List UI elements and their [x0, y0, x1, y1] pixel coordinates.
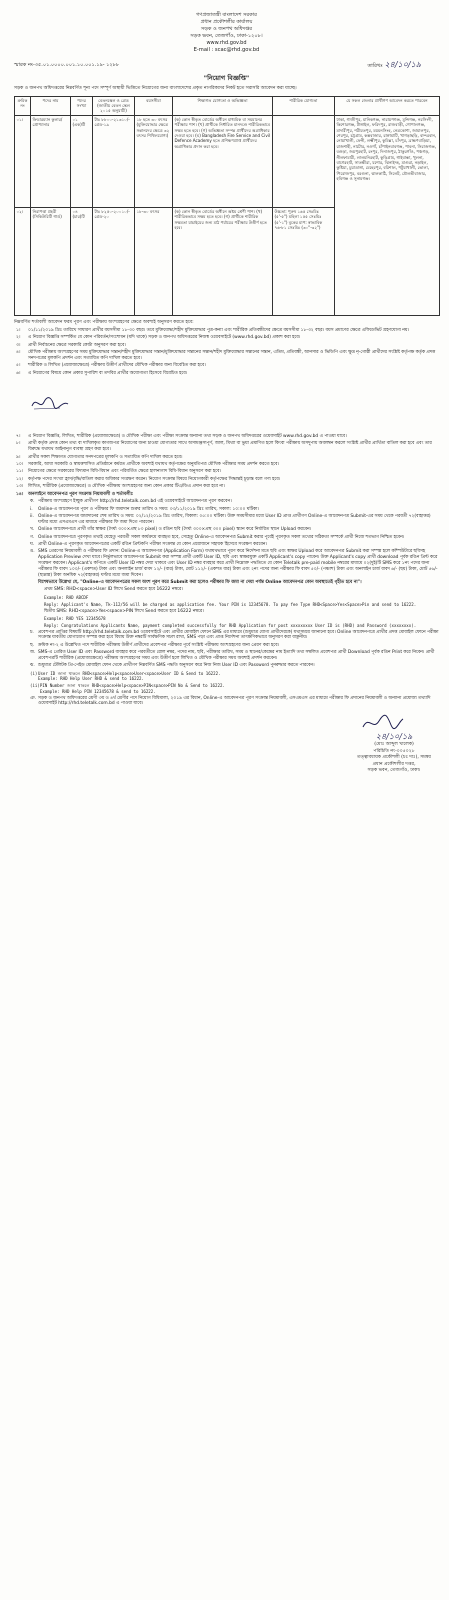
rule-number: ঝ.	[30, 663, 35, 669]
cell-post: ফিডারম্যান কুলার/প্রোপ্যানার	[31, 115, 71, 207]
condition-text: প্রার্থীর সকল শিক্ষাগত যোগ্যতার সনদপত্রের মূলকপি ও সত্যায়িত কপি দাখিল করতে হবে।	[28, 454, 183, 460]
rule-text: ক্রমিক নং-২ এ উল্লেখিত পদে শারীরিক পরীক্ষায় উত্তীর্ণ প্রার্থীদের প্রবেশপত্র পরীক্ষার পূর্বে সংশ্লিষ্ট পরীক্ষায় অংশগ্রহণের জন্য প্রেরণ করা হবে।	[38, 642, 280, 648]
conditions-lead: নিম্নবর্ণিত শর্তাবলী আবেদন ফরম পূরণ এবং পরীক্ষায় অংশগ্রহণের ক্ষেত্রে অবশ্যই অনুসরণ করতে হবে:	[14, 319, 194, 325]
cell-count: ০৪ (চার)টি	[71, 207, 93, 315]
online-rules	[28, 499, 439, 586]
notice-title: "নিয়োগ বিজ্ঞপ্তি"	[203, 74, 250, 83]
date-value: ২৪/১০/১৯	[384, 60, 421, 70]
online-rule	[28, 696, 439, 708]
rule-number: ক.	[30, 499, 35, 505]
online-rule	[28, 542, 439, 548]
recover-number: (ii)	[30, 683, 40, 689]
online-rule	[28, 630, 439, 642]
rule-number: ii.	[30, 513, 34, 519]
condition-number: ৬।	[16, 370, 21, 376]
signatory-id: পরিচিতি নং-০০৫০২৮	[373, 748, 415, 754]
rule-text: প্রার্থী Online-এ পূরণকৃত আবেদনপত্রের একটি রঙিন প্রিন্টকপি পরীক্ষা সংক্রান্ত যে কোন প্রয়োজনে সহায়ক হিসেবে সংরক্ষণ করবেন।	[38, 541, 267, 547]
cell-physical	[273, 115, 335, 207]
condition-number: ২।	[16, 335, 21, 341]
condition-number: ১।	[16, 327, 21, 333]
condition-number: ১১।	[16, 469, 24, 475]
condition-item	[14, 477, 439, 483]
sms-first-reply: Reply: Applicant's Name, Tk-112/56 will be charged as application fee. Your PIN is 12345678. To pay fee Type RHD<Space>Yes<Space>Pin and send to 16222.	[44, 601, 417, 607]
condition-number: ৫।	[16, 363, 21, 369]
condition-text: এ নিয়োগ বিজ্ঞপ্তি, লিখিত, শারীরিক (প্রযোজ্যক্ষেত্রে) ও মৌখিক পরীক্ষা এবং পরীক্ষা সংক্রান্ত অন্যান্য তথ্য সড়ক ও জনপথ অধিদপ্তরের ওয়েবসাইট www.rhd.gov.bd এ পাওয়া যাবে।	[28, 434, 347, 440]
condition-number: ৭।	[16, 434, 21, 440]
condition-number: ১৪।	[16, 491, 24, 497]
sms-first	[14, 587, 439, 607]
recover-text: PIN Number জানা থাকলে RHD<space>Help<space>PIN<space>PIN No & Send to 16222.	[39, 683, 225, 689]
recover-example: Example: RHD Help PIN 12345678 & send to 16222.	[39, 688, 156, 694]
rule-text: Online আবেদনপত্রে প্রার্থী তাঁর স্বাক্ষর (দৈর্ঘ্য ৩০০×প্রস্থ ৮০ pixel) ও রঙিন ছবি (দৈর্ঘ্য ৩০০×প্রস্থ ৩০০ pixel) স্ক্যান করে নির্ধারিত স্থানে Upload করবেন।	[38, 527, 312, 533]
online-rule	[28, 549, 439, 578]
condition-text: অনলাইনে আবেদনপত্র পূরণ সংক্রান্ত নিয়মাবলী ও শর্তাবলীঃ	[28, 491, 133, 497]
condition-item	[14, 492, 439, 498]
memo-number: স্মারক নং-৩৫.০১.০০০০.০০১.১০.০০১.১৯- ১২৮৮	[14, 62, 120, 69]
condition-item	[14, 363, 439, 369]
condition-item	[14, 328, 439, 334]
online-rule	[28, 527, 439, 533]
condition-text: এ নিয়োগের বিষয়ে কোন প্রকার সুপারিশ বা তদবির প্রার্থীর অযোগ্যতা হিসেবে বিবেচিত হবে।	[28, 370, 188, 376]
condition-item	[14, 350, 439, 362]
rule-number: ঞ.	[30, 695, 37, 701]
recover-number: (i)	[30, 670, 38, 676]
office-address: সড়ক ভবন, তেজগাঁও, ঢাকা-১২০৮।	[190, 33, 263, 39]
cell-age: ১৮-৩০ বৎসর	[135, 207, 173, 315]
rule-text: পরীক্ষায় অংশগ্রহণে ইচ্ছুক প্রার্থীগণ http://rhd.teletalk.com.bd এই ওয়েবসাইটে আবেদনপত্র পূরণ করবেন।	[38, 499, 232, 505]
rule-text: SMS প্রেরণের নিয়মাবলী ও পরীক্ষার ফি প্রদান: Online-এ আবেদনপত্র (Application Form) যথাযথভাবে পূরণ করে নির্দেশনা মতে ছবি এবং স্বাক্ষর Upload করে আবেদনপত্র Submit করা সম্পন্ন হলে কম্পিউটারে ছবিসহ Application Preview দেখা যাবে। নির্ভুলভাবে আবেদনপত্র Submit করা সম্পন্ন প্রার্থী একটি User ID, ছবি এবং স্বাক্ষরযুক্ত একটি Applicant's copy পাবেন। উক্ত Applicant's copy প্রার্থী download পূর্বক রঙিন প্রিন্ট করে সংরক্ষণ করবেন। Applicant's কপিতে একটি User ID নম্বর দেয়া থাকবে এবং User ID নম্বর ব্যবহার করে প্রার্থী নিম্নোক্ত পদ্ধতিতে যে কোন Teletalk pre-paid mobile নম্বরের মাধ্যমে ০২(দুই)টি SMS করে ১নং পদের জন্য পরীক্ষার ফি বাবদ ১০০/- (একশত) টাকা এবং অনলাইন চার্জ বাবদ ১২/- (বার) টাকা, মোট ১১২/- (একশত বার) টাকা এবং ২নং পদের জন্য পরীক্ষার ফি বাবদ ৫০/- (পঞ্চাশ) টাকা এবং অনলাইন চার্জ বাবদ ৬/- (ছয়) টাকা, মোট ৫৬/- (ছাপ্পান্ন) টাকা অনধিক ৭২(বাহাত্তর) ঘণ্টার মধ্যে জমা দিবেন।	[38, 549, 438, 578]
rule-text: প্রবেশপত্র প্রাপ্তির বিষয়টি http://rhd.teletalk.com.bd ওয়েবসাইটে এবং প্রার্থীর মোবাইল ফোনে SMS এর মাধ্যমে (শুধুমাত্র যোগ্য প্রার্থীদেরকে) যথাসময়ে জানানো হবে। Online আবেদনপত্রে প্রার্থীর প্রদত্ত মোবাইল ফোনে পরীক্ষা সংক্রান্ত যাবতীয় যোগাযোগ সম্পন্ন করা হবে বিধায় উক্ত নম্বরটি সার্বক্ষণিক সচল রাখা, SMS পড়া এবং প্রাপ্ত নির্দেশনা তাৎক্ষণিকভাবে অনুসরণ করা বাঞ্ছনীয়।	[38, 629, 439, 641]
table-header-row	[15, 96, 440, 115]
condition-text: সরকারি, আধা সরকারি ও স্বায়ত্তশাসিত প্রতিষ্ঠানে কর্মরত প্রার্থীকে অবশ্যই যথাযথ কর্তৃপক্ষের অনুমতিপত্র মৌখিক পরীক্ষার সময় প্রদর্শন করতে হবে।	[28, 462, 279, 468]
rule-number: ছ.	[30, 642, 35, 648]
memo-row	[14, 58, 439, 74]
col-post: পদের নাম	[31, 96, 71, 115]
condition-item	[14, 462, 439, 468]
rule-number: খ.	[30, 527, 35, 533]
govt-name: গণপ্রজাতন্ত্রী বাংলাদেশ সরকার	[196, 12, 257, 18]
condition-text: এ নিয়োগ বিজ্ঞপ্তি সম্পর্কিত যে কোন পরিবর্তন/সংশোধন (যদি থাকে) সড়ক ও জনপথ অধিদপ্তরের নিজস্ব ওয়েবসাইটে (www.rhd.gov.bd) প্রকাশ করা হবে।	[28, 335, 301, 341]
signatory-office: প্রধান প্রকৌশলীর দপ্তর,	[372, 761, 416, 767]
online-rule-warning	[28, 580, 439, 586]
condition-number: ৪।	[16, 350, 21, 355]
cell-count: ০১ (এক)টি	[71, 115, 93, 207]
rule-text: সড়ক ও জনপথ অধিদপ্তরের শ্রেণী ৩য় ও ৪র্থ শ্রেণীর পদে নিয়োগ বিধিমালা, ২০১৯ এর বিধান, Online-এ আবেদনপত্র পূরণ সংক্রান্ত নিয়মাবলী, এসএমএস এর মাধ্যমে পরীক্ষার ফি প্রদানের নিয়মাবলী ও অন্যান্য প্রযোজ্য তথ্যাদি ওয়েবসাইট http://rhd.teletalk.com.bd এ পাওয়া যাবে।	[38, 695, 431, 707]
initial-signature-area	[14, 378, 439, 434]
condition-number: ৮।	[16, 441, 21, 447]
online-rule	[28, 514, 439, 526]
cell-post: নিরাপত্তা প্রহরী (সিকিউরিটি গার্ড)	[31, 207, 71, 315]
condition-item	[14, 441, 439, 453]
department-name: সড়ক ও জনপথ অধিদপ্তর	[201, 26, 252, 32]
online-rule	[28, 499, 439, 505]
signatory-title: তত্ত্বাবধায়ক প্রকৌশলী (চঃ দাঃ), সমন্বয়	[357, 755, 431, 761]
col-count: পদের সংখ্যা	[71, 96, 93, 115]
rule-text: Online আবেদনপত্রে পূরণকৃত তথ্যই যেহেতু পরবর্তী সকল কার্যক্রমে ব্যবহৃত হবে, সেহেতু Online-এ আবেদনপত্র Submit করার পূর্বেই পূরণকৃত সকল তথ্যের সঠিকতা সম্পর্কে প্রার্থী নিজে শতভাগ নিশ্চিত হবেন।	[38, 534, 405, 540]
email[interactable]: E-mail : scac@rhd.gov.bd	[193, 47, 260, 53]
online-rule	[28, 507, 439, 513]
rule-text: Online-এ আবেদনপত্র পূরণ ও পরীক্ষার ফি জমাদান শুরুর তারিখ ও সময়: ০৩/১১/২০১৯ খ্রিঃ তারিখ, সকাল: ১০:০০ ঘটিকা।	[38, 506, 260, 512]
sms-second-reply: Reply: Congratulations Applicants Name, payment completed successfully for RHD Application for post xxxxxxxxx User ID is (RHD) and Password (xxxxxxxx).	[44, 622, 417, 628]
rule-text: শুধুমাত্র টেলিটক প্রি-পেইড মোবাইল ফোন থেকে প্রার্থীগণ নিম্নবর্ণিত SMS পদ্ধতি অনুসরণ করে নিজ নিজ User ID এবং Password পুনরুদ্ধার করতে পারবেন।	[38, 663, 315, 669]
rule-number: চ.	[30, 629, 34, 635]
posts-table	[14, 96, 440, 316]
condition-text: মৌখিক পরীক্ষায় অংশগ্রহণের সময় মুক্তিযোদ্ধার সন্তান/শহীদ মুক্তিযোদ্ধার সন্তান/মুক্তিযোদ্ধার সন্তানের সন্তান/শহীদ মুক্তিযোদ্ধার সন্তানের সন্তান, এতিম, প্রতিবন্ধী, আনসার ও ভিডিপি এবং ক্ষুদ্র নৃ-গোষ্ঠী প্রার্থীদের সংশ্লিষ্ট কর্তৃপক্ষ কর্তৃক প্রদত্ত সনদপত্রের মূলকপি প্রদর্শন এবং সত্যায়িত কপি দাখিল করতে হবে।	[28, 350, 436, 361]
col-physical: শারীরিক যোগ্যতা	[273, 96, 335, 115]
condition-text: লিখিত, শারীরিক (প্রযোজ্যক্ষেত্রে) ও মৌখিক পরীক্ষায় অংশগ্রহণের জন্য কোন প্রকার টিএ/ডিএ প্রদান করা হবে না।	[28, 484, 225, 490]
condition-text: কর্তৃপক্ষ পদের সংখ্যা হ্রাস/বৃদ্ধি/বাতিল করার অধিকার সংরক্ষণ করেন। নিয়োগ সংক্রান্ত বিষয়ে নিয়োগকারী কর্তৃপক্ষের সিদ্ধান্তই চূড়ান্ত বলে গণ্য হবে।	[28, 476, 281, 482]
condition-item	[14, 371, 439, 377]
condition-text: প্রার্থী কর্তৃক প্রদত্ত কোন তথ্য বা দাখিলকৃত কাগজপত্র নিয়োগের জন্য চাওয়া যোগ্যতার সাথে অসামঞ্জস্যপূর্ণ, জাল, মিথ্যা বা ভুয়া প্রমাণিত হলে কিংবা পরীক্ষায় অসদুপায় অবলম্বন করলে সংশ্লিষ্ট প্রার্থীর প্রার্থিতা বাতিল করা হবে এবং তার বিরুদ্ধে যথাযথ আইনানুগ ব্যবস্থা গ্রহণ করা হবে।	[28, 441, 432, 453]
online-rule	[28, 643, 439, 649]
letterhead	[14, 12, 439, 54]
signature-scribble-icon	[30, 394, 70, 412]
signature-date: ২৪/১০/১৯	[375, 732, 413, 742]
online-rule	[28, 663, 439, 669]
condition-text: শারীরিক ও লিখিত (প্রযোজ্যক্ষেত্রে) পরীক্ষায় উত্তীর্ণ প্রার্থীদের মৌখিক পরীক্ষার জন্য বিবেচিত করা হবে।	[28, 363, 206, 369]
condition-item	[14, 455, 439, 461]
table-row	[15, 115, 440, 207]
cell-scale: টাঃ ৮২৫০-২০০১০/- গ্রেড-২০	[93, 207, 135, 315]
notice-intro: সড়ক ও জনপথ অধিদপ্তরের নিম্নবর্ণিত শূন্য পদে সম্পূর্ণ অস্থায়ী ভিত্তিতে নিয়োগের জন্য বাংলাদেশের প্রকৃত নাগরিকদের নিকট হতে সরাসরি আবেদন করা যাচ্ছে।	[14, 85, 297, 91]
col-scale: বেতনস্কেল ও গ্রেড (জাতীয় বেতন স্কেল ২০১৫ অনুযায়ী)	[93, 96, 135, 115]
condition-number: ১০।	[16, 462, 24, 468]
cell-sl: ০২।	[15, 207, 31, 315]
condition-number: ৯।	[16, 454, 21, 460]
sms-second-example: Example: RHD YES 12345678	[44, 615, 106, 621]
cell-physical: উচ্চতা: পুরুষ ১৬৫ সেঃমিঃ (৫'-৫") মহিলা ১৫৫ সেঃমিঃ (৫'-১") বুকের মাপ: স্বাভাবিক ৭৬-৮১ সেঃমিঃ (৩০"-৩২")	[273, 207, 335, 315]
signatory-address: সড়ক ভবন, তেজগাঁও, ঢাকা।	[367, 768, 421, 774]
online-rule	[28, 535, 439, 541]
condition-item	[14, 469, 439, 475]
cell-edu: (ক) কোন স্বীকৃত বোর্ডের অধীনে মাধ্যমিক বা সমমানের পরীক্ষায় পাশ। (খ) প্রার্থীকে নির্ধারিত মানদণ্ডে শারীরিকভাবে সক্ষম হতে হবে। (গ) অভিজ্ঞতা সম্পন্ন প্রার্থীদের অগ্রাধিকার দেওয়া হবে। (ঘ) Bangladesh Fire Service and Civil Defence Academy হতে প্রশিক্ষণপ্রাপ্ত প্রার্থীদের অগ্রাধিকার প্রদান করা হবে।	[173, 115, 273, 207]
signatory	[357, 731, 431, 774]
cell-edu: (ক) কোন স্বীকৃত বোর্ডের অধীনে অষ্টম শ্রেণী পাশ। (খ) শারীরিকভাবে সক্ষম হতে হবে। (গ) প্রার্থীকে শারীরিক সক্ষমতা যাচাইয়ের জন্য মাঠ পর্যায়ের পরীক্ষায় উত্তীর্ণ হতে হবে।	[173, 207, 273, 315]
cell-sl: ০১।	[15, 115, 31, 207]
online-rule	[28, 650, 439, 662]
condition-item	[14, 335, 439, 341]
condition-number: ১৩।	[16, 484, 24, 490]
cell-scale: টাঃ ৮৮০০-২১৩১০/- গ্রেড-১৯	[93, 115, 135, 207]
recover-text: User ID জানা থাকলে RHD<space>Help<space>User<space>User ID & Send to 16222.	[38, 670, 221, 676]
office-name: প্রধান প্রকৌশলীর কার্যালয়	[200, 19, 253, 25]
rule-number: জ.	[30, 650, 36, 656]
rule-number: ঙ.	[30, 549, 35, 555]
sms-first-label: প্রথম SMS: RHD<space>User ID লিখে Send করতে হবে 16222 নম্বরে।	[44, 587, 183, 593]
post-sms-rules	[28, 630, 439, 708]
recover-item	[28, 671, 439, 682]
condition-number: ১২।	[16, 476, 24, 482]
cell-age: ১৮ হতে ৩০ বৎসর (মুক্তিযোদ্ধার ক্ষেত্রে সন্তানদের ক্ষেত্রে ৩২ বৎসর শিথিলযোগ্য)	[135, 115, 173, 207]
signature-block	[14, 713, 439, 773]
sms-second-label: দ্বিতীয় SMS: RHD<space>Yes<space>PIN লিখে Send করতে হবে 16222 নম্বরে।	[44, 608, 204, 614]
col-districts: যে সকল জেলার প্রার্থীগণ আবেদন করতে পারবেন	[335, 96, 440, 115]
rule-number: ঘ.	[30, 541, 35, 547]
condition-item	[14, 434, 439, 440]
condition-number: ৩।	[16, 342, 21, 348]
rule-text: Online-এ আবেদনপত্র জমাদানের শেষ তারিখ ও সময়: ০২/১২/২০১৯ খ্রিঃ তারিখ, বিকাল: ০৫:০০ ঘটিকা। উক্ত সময়সীমার মধ্যে User ID প্রাপ্ত প্রার্থীগণ Online-এ আবেদনপত্র Submit-এর সময় থেকে পরবর্তী ৭২(বাহাত্তর) ঘণ্টার মধ্যে এসএমএস এর মাধ্যমে পরীক্ষার ফি জমা দিতে পারবেন।	[38, 513, 431, 525]
col-age: বয়সসীমা	[135, 96, 173, 115]
recover-item	[28, 683, 439, 694]
condition-text: নিয়োগের ক্ষেত্রে সরকারের বিদ্যমান বিধি-বিধান এবং পরিবর্তিত ক্ষেত্রে হালনাগাদ বিধি-বিধান অনুসরণ করা হবে।	[28, 469, 221, 475]
recover-example: Example: RHD Help User RHD & send to 16222.	[38, 676, 144, 682]
rule-number: গ.	[30, 534, 35, 540]
sms-first-example: Example: RHD ABCDF	[44, 594, 89, 600]
cell-districts: ঢাকা, গাজীপুর, মানিকগঞ্জ, নারায়ণগঞ্জ, মুন্সিগঞ্জ, নরসিংদী, কিশোরগঞ্জ, টাঙ্গাইল, ফরিদপুর, রাজবাড়ী, গোপালগঞ্জ, মাদারীপুর, শরীয়তপুর, ময়মনসিংহ, নেত্রকোণা, জামালপুর, শেরপুর, চট্টগ্রাম, কক্সবাজার, রাঙ্গামাটি, খাগড়াছড়ি, বান্দরবান, নোয়াখালী, ফেনী, লক্ষ্মীপুর, কুমিল্লা, চাঁদপুর, ব্রাহ্মণবাড়িয়া, রাজশাহী, নাটোর, নওগাঁ, চাঁপাইনবাবগঞ্জ, পাবনা, সিরাজগঞ্জ, বগুড়া, জয়পুরহাট, রংপুর, দিনাজপুর, ঠাকুরগাঁও, পঞ্চগড়, নীলফামারী, লালমনিরহাট, কুড়িগ্রাম, গাইবান্ধা, খুলনা, বাগেরহাট, সাতক্ষীরা, যশোর, ঝিনাইদহ, মাগুরা, নড়াইল, কুষ্টিয়া, চুয়াডাঙ্গা, মেহেরপুর, বরিশাল, পটুয়াখালী, ভোলা, পিরোজপুর, বরগুনা, ঝালকাঠি, সিলেট, মৌলভীবাজার, হবিগঞ্জ ও সুনামগঞ্জ।	[335, 115, 440, 315]
rule-number	[28, 580, 38, 586]
rule-text: বিশেষভাবে উল্লেখ্য যে, "Online-এ আবেদনপত্রের সকল অংশ পূরণ করে Submit করা হলেও পরীক্ষার ফি জমা না দেয়া পর্যন্ত Online আবেদনপত্র কোন অবস্থাতেই গৃহীত হবে না"।	[38, 580, 362, 585]
condition-item	[14, 484, 439, 490]
condition-item	[14, 343, 439, 349]
col-edu: শিক্ষাগত যোগ্যতা ও অভিজ্ঞতা	[173, 96, 273, 115]
memo-date	[368, 60, 422, 71]
rule-text: SMS-এ প্রেরিত User ID এবং Password ব্যবহার করে পরবর্তীতে রোল নম্বর, পদের নাম, ছবি, পরীক্ষার তারিখ, সময় ও স্থানের/কেন্দ্রের নাম ইত্যাদি তথ্য সম্বলিত প্রবেশপত্র প্রার্থী Download পূর্বক রঙিন Print করে নিবেন। প্রার্থী প্রবেশপত্রটি শারীরিক (প্রযোজ্যক্ষেত্রে) পরীক্ষায় অংশগ্রহণের সময় এবং উত্তীর্ণ হলে লিখিত ও মৌখিক পরীক্ষার সময় অবশ্যই প্রদর্শন করবেন।	[38, 650, 435, 662]
conditions	[14, 320, 439, 707]
rule-number: i.	[30, 506, 33, 512]
condition-text: প্রার্থী নির্বাচনের ক্ষেত্রে সরকারি কোটা অনুসরণ করা হবে।	[28, 342, 126, 348]
website[interactable]: www.rhd.gov.bd	[206, 40, 247, 46]
sms-second	[14, 609, 439, 629]
condition-text: ০১/১১/২০১৯ খ্রিঃ তারিখে সাধারণ প্রার্থীর বয়সসীমা ১৮-৩০ বছর। তবে মুক্তিযোদ্ধা/শহীদ মুক্তিযোদ্ধার পুত্র-কন্যা এবং শারীরিক প্রতিবন্ধীদের ক্ষেত্রে বয়সসীমা ১৮-৩২ বছর। বয়স প্রমাণের ক্ষেত্রে এফিডেভিট গ্রহণযোগ্য নয়।	[28, 327, 410, 333]
signature-scribble-icon	[361, 713, 405, 733]
col-sl: ক্রমিক নং	[15, 96, 31, 115]
date-label: তারিখঃ	[367, 63, 383, 70]
signatory-name: (মোঃ আব্দুল খালেক)	[374, 742, 414, 748]
